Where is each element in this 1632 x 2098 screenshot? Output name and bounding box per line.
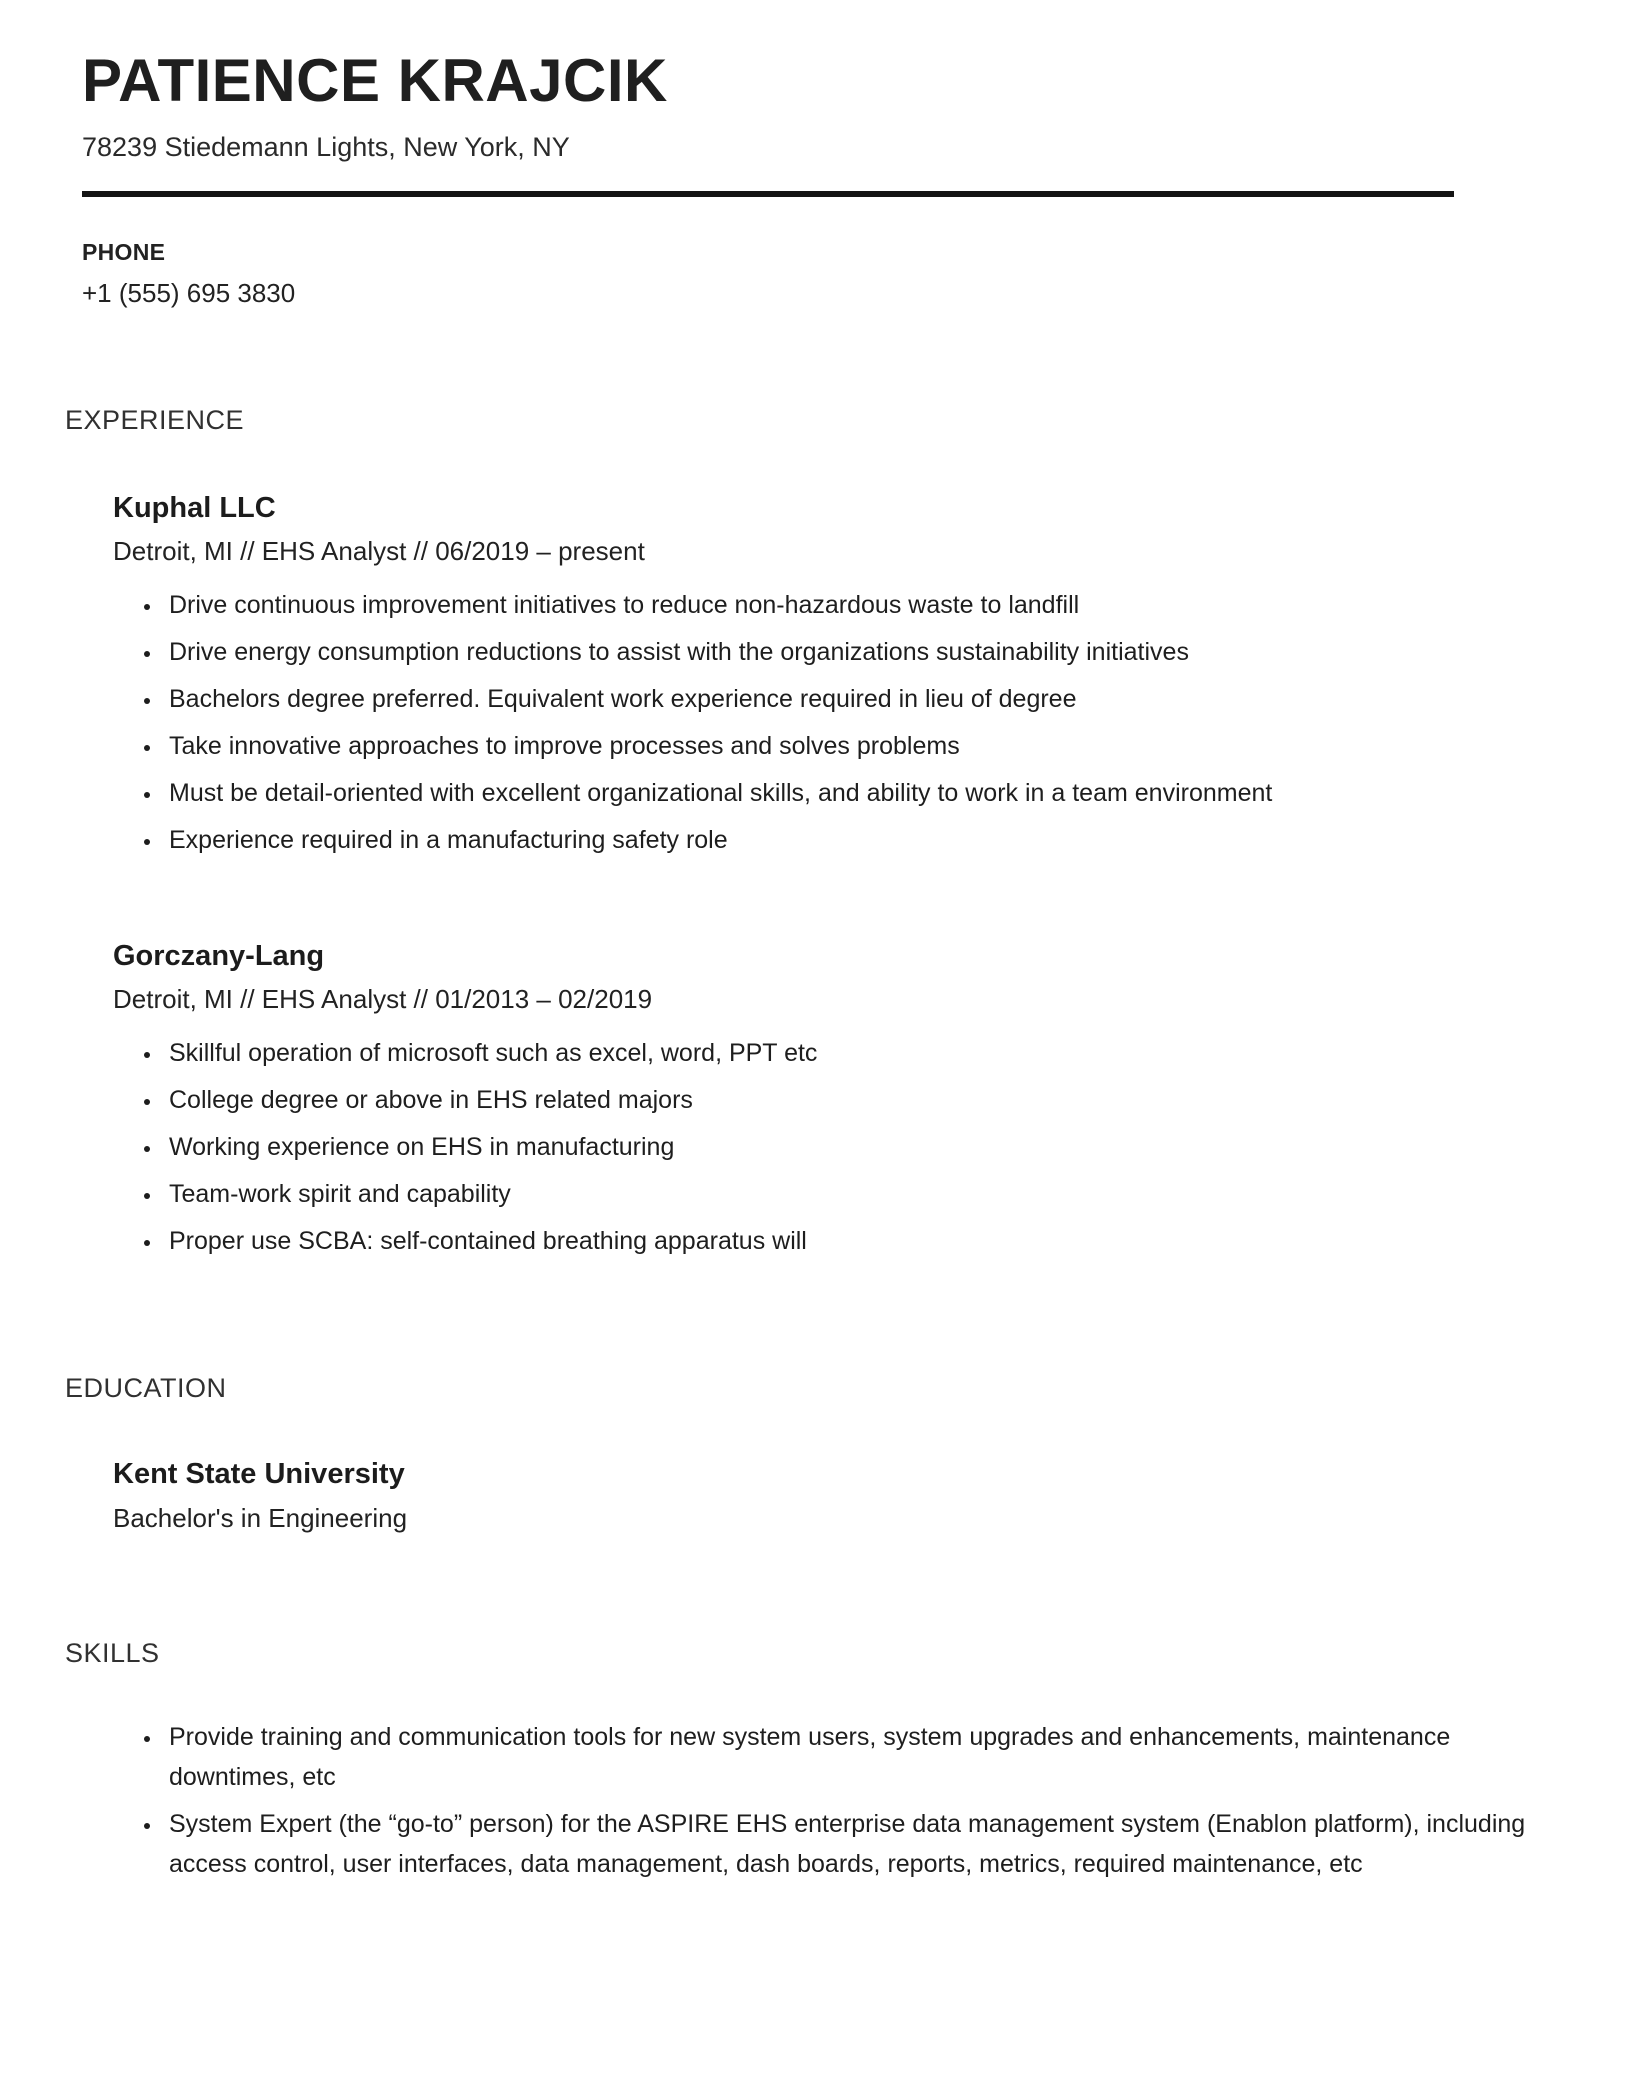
job-entry-gorczany (113, 940, 1532, 1261)
experience-section (0, 405, 1632, 1261)
phone-value: +1 (555) 695 3830 (82, 278, 296, 309)
candidate-name: PATIENCE KRAJCIK (82, 47, 668, 114)
job-bullet: • Experience required in a manufacturing safety role (163, 820, 1532, 860)
skills-heading: SKILLS (65, 1638, 160, 1669)
contact-section (82, 239, 1528, 309)
phone-label: PHONE (82, 239, 166, 266)
job-meta: Detroit, MI // EHS Analyst // 01/2013 – 02/2019 (113, 984, 653, 1015)
education-school: Kent State University (113, 1458, 405, 1491)
job-bullet-list (113, 585, 1532, 860)
job-bullet: • Drive energy consumption reductions to assist with the organizations sustainability initiatives (163, 632, 1532, 672)
skills-section (0, 1638, 1632, 1884)
job-bullet: • Skillful operation of microsoft such as excel, word, PPT etc (163, 1033, 1532, 1073)
experience-heading: EXPERIENCE (65, 405, 245, 436)
education-heading: EDUCATION (65, 1373, 227, 1404)
job-bullet: • Team-work spirit and capability (163, 1174, 1532, 1214)
job-bullet: • College degree or above in EHS related majors (163, 1080, 1532, 1120)
education-entry (113, 1458, 1532, 1534)
job-bullet: • Bachelors degree preferred. Equivalent work experience required in lieu of degree (163, 679, 1532, 719)
job-bullet-list (113, 1033, 1532, 1261)
header-divider (82, 191, 1454, 197)
job-company: Kuphal LLC (113, 492, 276, 525)
job-bullet: • Proper use SCBA: self-contained breathing apparatus will (163, 1221, 1532, 1261)
candidate-address: 78239 Stiedemann Lights, New York, NY (82, 132, 570, 162)
job-entry-kuphal (113, 492, 1532, 860)
job-meta: Detroit, MI // EHS Analyst // 06/2019 – present (113, 536, 645, 567)
education-section (0, 1373, 1632, 1534)
skill-bullet: • Provide training and communication tools for new system users, system upgrades and enhancements, maintenance downtimes, etc (163, 1717, 1532, 1797)
job-bullet: • Take innovative approaches to improve processes and solves problems (163, 726, 1532, 766)
resume-header (0, 0, 1632, 197)
job-company: Gorczany-Lang (113, 940, 325, 973)
education-degree: Bachelor's in Engineering (113, 1503, 408, 1534)
job-bullet: • Working experience on EHS in manufacturing (163, 1127, 1532, 1167)
job-bullet: • Drive continuous improvement initiatives to reduce non-hazardous waste to landfill (163, 585, 1532, 625)
skills-bullet-list (113, 1717, 1532, 1884)
job-bullet: • Must be detail-oriented with excellent organizational skills, and ability to work in a team environment (163, 773, 1532, 813)
skill-bullet: • System Expert (the “go-to” person) for the ASPIRE EHS enterprise data management system (Enablon platform), including access control, user interfaces, data management, dash boards, reports, metrics, required maintenance, etc (163, 1804, 1532, 1884)
